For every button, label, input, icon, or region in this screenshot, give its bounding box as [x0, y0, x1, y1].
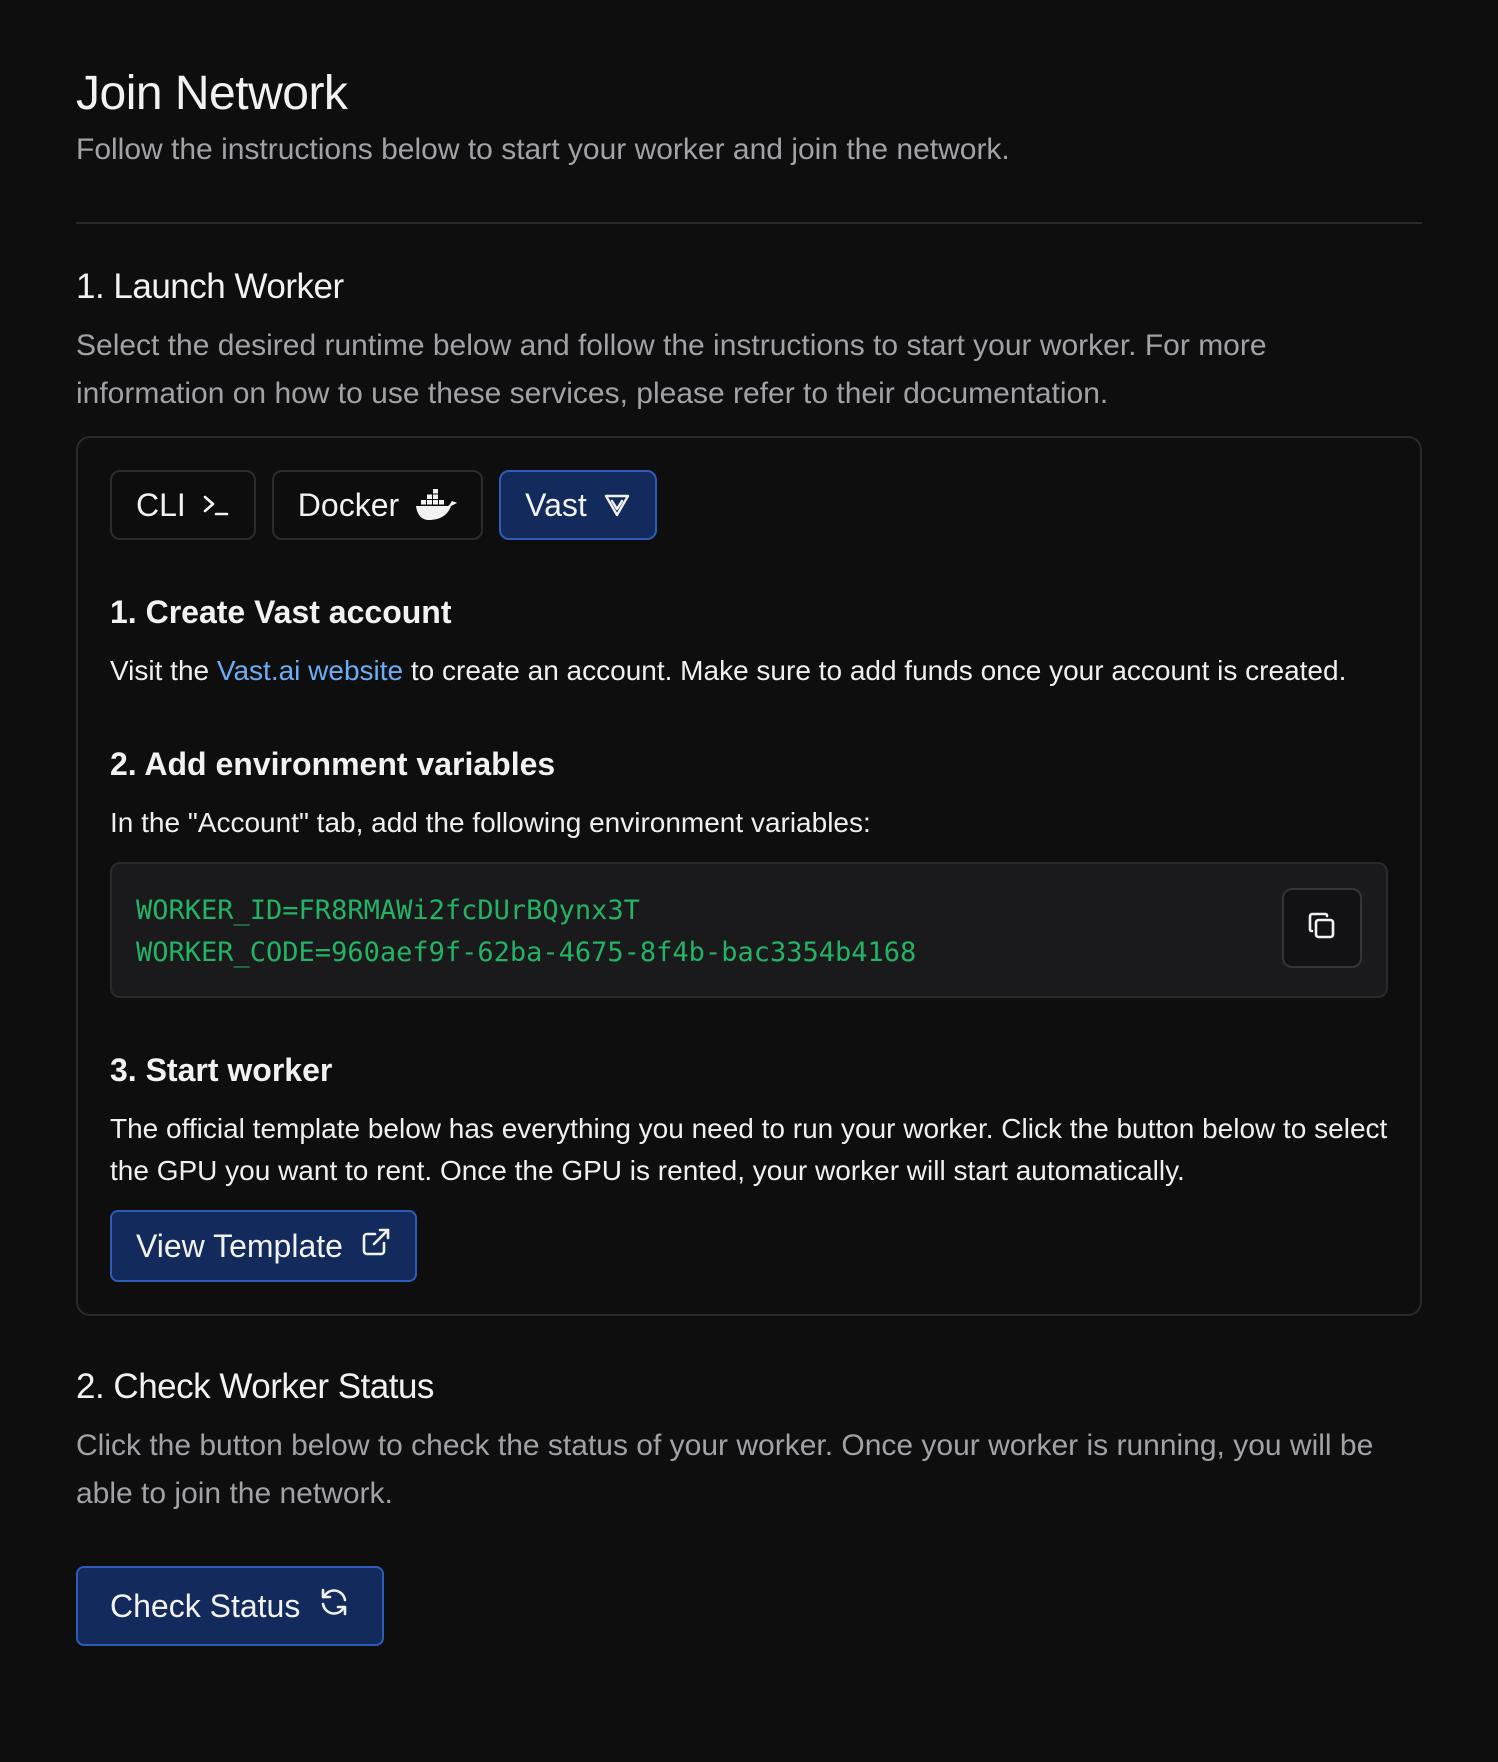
copy-button[interactable] — [1282, 888, 1362, 968]
vast-website-link[interactable]: Vast.ai website — [216, 655, 404, 686]
tab-vast[interactable] — [499, 470, 657, 540]
refresh-icon — [318, 1586, 350, 1626]
step-create-text-after: to create an account. Make sure to add funds once your account is created. — [403, 655, 1347, 686]
step-create-title: 1. Create Vast account — [110, 594, 452, 630]
check-status-label: Check Status — [110, 1587, 301, 1624]
tab-cli-label: CLI — [136, 486, 186, 523]
launch-worker-title: 1. Launch Worker — [76, 267, 344, 306]
copy-icon — [1306, 910, 1338, 947]
view-template-label: View Template — [136, 1227, 343, 1264]
step-start-title: 3. Start worker — [110, 1052, 333, 1088]
env-code-block — [110, 862, 1388, 998]
runtime-tabs — [110, 470, 1388, 540]
step-create-text — [110, 650, 1388, 692]
docker-whale-icon — [415, 489, 457, 521]
tab-cli[interactable] — [110, 470, 256, 540]
step-env-title: 2. Add environment variables — [110, 746, 556, 782]
page-title: Join Network — [76, 67, 348, 120]
launch-worker-description: Select the desired runtime below and follow the instructions to start your worker. For more information on how to use these services, please refer to their documentation. — [76, 329, 1267, 410]
step-env-text: In the "Account" tab, add the following environment variables: — [110, 807, 871, 838]
check-status-title: 2. Check Worker Status — [76, 1367, 434, 1406]
page-subtitle: Follow the instructions below to start your worker and join the network. — [76, 133, 1010, 166]
view-template-button[interactable] — [110, 1210, 417, 1282]
step-create-text-before: Visit the — [110, 655, 217, 686]
env-worker-code: WORKER_CODE=960aef9f-62ba-4675-8f4b-bac3354b4168 — [136, 937, 917, 968]
tab-docker[interactable] — [272, 470, 483, 540]
external-link-icon — [361, 1227, 391, 1265]
check-status-button[interactable] — [76, 1566, 384, 1646]
runtime-card — [76, 436, 1422, 1316]
check-status-section — [76, 1364, 1422, 1646]
terminal-icon — [202, 492, 230, 518]
step-start-text: The official template below has everything you need to run your worker. Click the button below to select the GPU you want to rent. Once the GPU is rented, your worker will start automatically. — [110, 1113, 1388, 1186]
check-status-description: Click the button below to check the status of your worker. Once your worker is running, you will be able to join the network. — [76, 1429, 1374, 1510]
divider — [76, 222, 1422, 224]
tab-docker-label: Docker — [297, 486, 400, 523]
launch-worker-section — [76, 264, 1422, 1316]
tab-vast-label: Vast — [525, 486, 587, 523]
vast-logo-icon — [603, 492, 631, 518]
env-worker-id: WORKER_ID=FR8RMAWi2fcDUrBQynx3T — [136, 895, 640, 926]
